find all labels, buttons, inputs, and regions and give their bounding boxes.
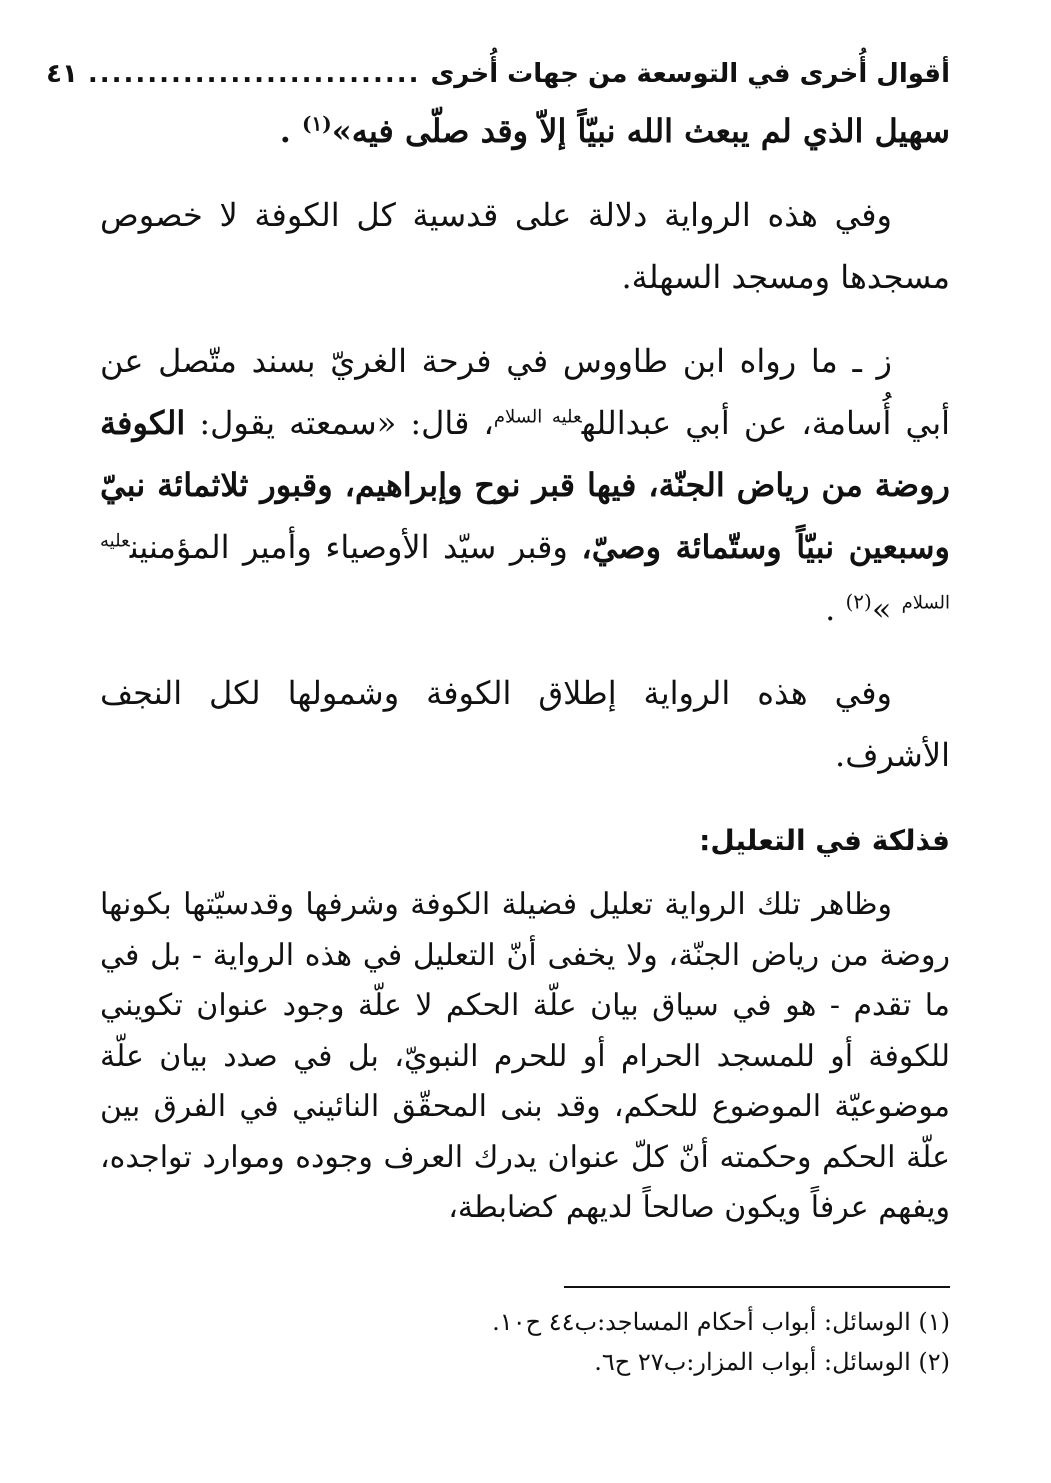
narration-tail: وقبر سيّد الأوصياء وأمير المؤمنين (129, 528, 582, 566)
section-body (100, 880, 950, 1234)
narration-bold-quote: الكوفة روضة من رياض الجنّة، فيها قبر نوح وإبراهيم، وقبور ثلاثمائة نبيّ وسبعين نبيّاً وستّمائة وصيّ، (100, 404, 951, 566)
narration-mid: ، قال: «سمعته يقول: (185, 404, 494, 442)
footnote-ref-2: (٢) (845, 589, 872, 614)
quote-period: . (279, 112, 291, 150)
footnote-1: (١) الوسائل: أبواب أحكام المساجد:ب٤٤ ح١٠. (492, 1307, 950, 1336)
footnotes (100, 1302, 950, 1382)
narration-lead: ز ـ ما رواه ابن طاووس في فرحة الغريّ بسند متّصل عن أبي أُسامة، عن أبي عبدالله (100, 342, 951, 442)
quote-text: سهيل الذي لم يبعث الله نبيّاً إلاّ وقد صلّى فيه» (331, 112, 950, 150)
honorific-glyph-1: عليه السلام (493, 406, 582, 428)
paragraph-gap (100, 640, 950, 662)
paragraph-kufa-najaf: وفي هذه الرواية إطلاق الكوفة وشمولها لكل النجف الأشرف. (100, 674, 950, 774)
page-number: ٤١ (46, 59, 78, 89)
running-header (46, 48, 950, 100)
paragraph-gap (100, 308, 950, 330)
paragraph-kufa-sanctity: وفي هذه الرواية دلالة على قدسية كل الكوفة لا خصوص مسجدها ومسجد السهلة. (100, 196, 950, 296)
leader-dots: ............................ (87, 59, 421, 89)
paragraph-gap (100, 162, 950, 184)
footnote-divider (564, 1286, 950, 1288)
footnote-ref-1: (١) (302, 111, 332, 136)
footnote-2: (٢) الوسائل: أبواب المزار:ب٢٧ ح٦. (594, 1347, 950, 1376)
narration-period: . (825, 590, 836, 628)
section-heading: فذلكة في التعليل: (699, 824, 950, 857)
paragraph-causation: وظاهر تلك الرواية تعليل فضيلة الكوفة وشرفها وقدسيّتها بكونها روضة من رياض الجنّة، ولا يخفى أنّ التعليل في هذه الرواية - بل في ما تقدم - هو في سياق بيان علّة الحكم لا علّة وجود عنوان تكويني للكوفة أو للمسجد الحرام أو للحرم النبويّ، بل في صدد بيان علّة موضوعيّة الموضوع للحكم، وقد بنى المحقّق النائيني في الفرق بين علّة الحكم وحكمته أنّ كلّ عنوان يدرك العرف وجوده وموارد تواجده، ويفهم عرفاً ويكون صالحاً لديهم كضابطة، (100, 887, 950, 1225)
quote-continuation (100, 100, 950, 162)
running-header-title: أقوال أُخرى في التوسعة من جهات أُخرى (430, 59, 950, 89)
paragraph-ibn-tawus-narration (100, 330, 950, 640)
honorific-glyph-2: عليه السلام (100, 530, 950, 614)
book-page (46, 48, 951, 1382)
narration-close: » (871, 590, 902, 628)
